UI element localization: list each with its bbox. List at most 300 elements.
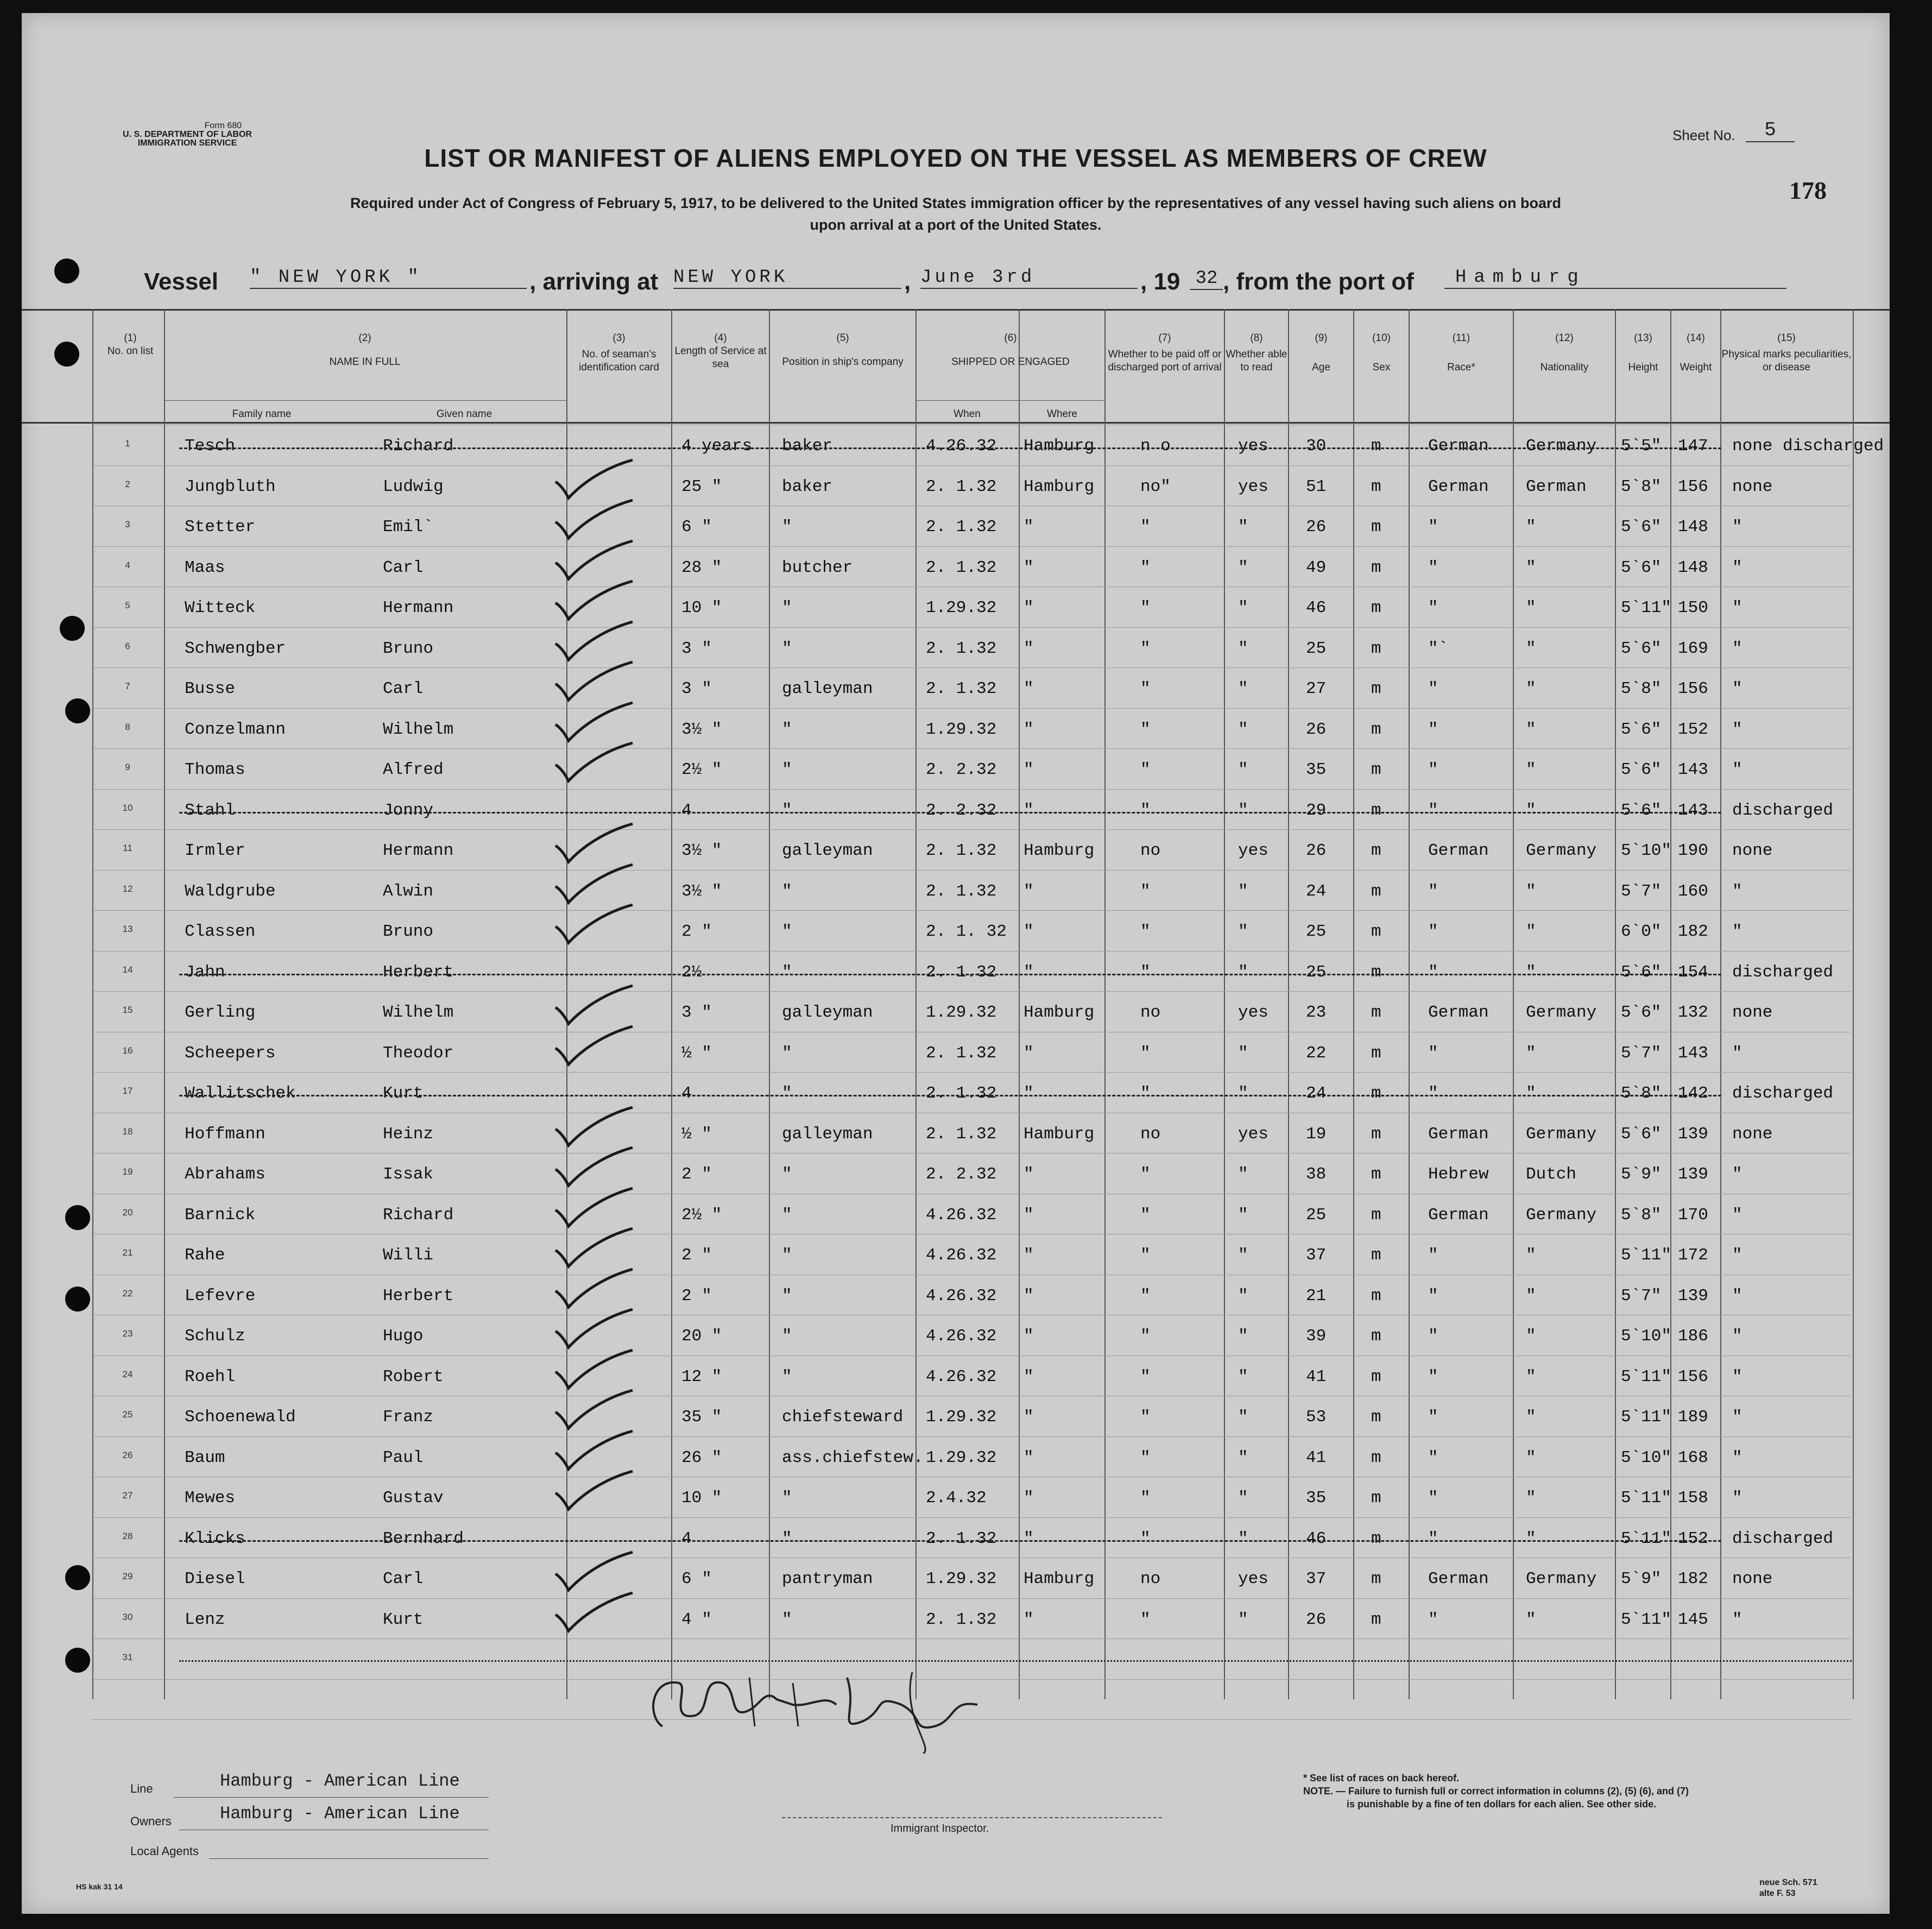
race: German bbox=[1428, 1205, 1489, 1225]
sex: m bbox=[1371, 1246, 1381, 1265]
weight: 172 bbox=[1678, 1246, 1708, 1265]
position: " bbox=[782, 1327, 792, 1346]
family-name: Witteck bbox=[185, 598, 256, 617]
race: " bbox=[1428, 1246, 1438, 1265]
height: 5`6" bbox=[1621, 800, 1662, 820]
able-to-read: " bbox=[1238, 1205, 1248, 1225]
service-length: 3½ " bbox=[681, 841, 722, 860]
weight: 158 bbox=[1678, 1489, 1708, 1508]
age: 22 bbox=[1306, 1043, 1327, 1063]
height: 5`8" bbox=[1621, 477, 1662, 496]
able-to-read: " bbox=[1238, 800, 1248, 820]
shipped-when: 2. 1.32 bbox=[926, 558, 997, 577]
nationality: Germany bbox=[1526, 1569, 1597, 1588]
service-length: 2½ " bbox=[681, 1205, 722, 1225]
row-number: 27 bbox=[122, 1490, 133, 1501]
shipped-where: " bbox=[1024, 881, 1034, 901]
position: baker bbox=[782, 437, 833, 456]
nationality: " bbox=[1526, 720, 1536, 739]
physical-marks: " bbox=[1732, 558, 1742, 577]
weight: 182 bbox=[1678, 922, 1708, 941]
given-name: Gustav bbox=[383, 1489, 444, 1508]
nationality: " bbox=[1526, 1286, 1536, 1306]
race: " bbox=[1428, 1367, 1438, 1386]
col-shipped: SHIPPED OR ENGAGED bbox=[951, 356, 1070, 368]
paid-off: " bbox=[1140, 922, 1151, 941]
family-name: Schoenewald bbox=[185, 1408, 296, 1427]
nationality: " bbox=[1526, 1246, 1536, 1265]
shipped-where: Hamburg bbox=[1024, 1003, 1095, 1022]
family-name: Schulz bbox=[185, 1327, 245, 1346]
paid-off: no" bbox=[1140, 477, 1171, 496]
checkmark-icon bbox=[551, 899, 643, 948]
sex: m bbox=[1371, 881, 1381, 901]
col11-number: (11) bbox=[1452, 332, 1470, 344]
row-number: 2 bbox=[125, 478, 130, 489]
age: 35 bbox=[1306, 1489, 1327, 1508]
position: " bbox=[782, 598, 792, 617]
arrival-port: NEW YORK bbox=[673, 267, 901, 289]
shipped-where: " bbox=[1024, 962, 1034, 982]
physical-marks: " bbox=[1732, 1246, 1742, 1265]
paid-off: " bbox=[1140, 558, 1151, 577]
weight: 139 bbox=[1678, 1286, 1708, 1306]
nationality: " bbox=[1526, 639, 1536, 658]
given-name: Richard bbox=[383, 437, 454, 456]
nationality: " bbox=[1526, 922, 1536, 941]
manifest-sheet: Form 680 U. S. DEPARTMENT OF LABOR IMMIGRATION SERVICE Sheet No. 5 178 LIST OR MANIFEST OF ALIENS EMPLOYED ON THE VESSEL AS MEMBERS OF CREW Required under Act of Congress of February 5, 1917, to be delivered to the United States immigration officer by the representatives of any vessel having such aliens on board upon arrival at a port of the United States. Vessel " NEW YORK " , arriving at NEW YORK , June 3rd , 19 32 , from the port of Hamburg (1) No. on list (2) NAME IN FULL Family name Given name (3) No. of seaman's identification card (4) Length of Service at sea (5) Position in ship's company (6) SHIPPED OR ENGAGED When Where (7) Whether to be paid off or discharged port of arrival (8) Whether able to read (9) Age (10) Sex (11) Race* (12) Nationality (13) Height (14) Weight (15) Physical marks peculiarities, or disease 1 Tesch Richard 4 years baker 4.26.32 Hamburg n o yes 30 m German Germany 5`5" 147 none discharged 2 Jungbluth Ludwig 25 " baker 2. 1.32 Hamburg no" yes 51 m German German 5`8" 156 none 3 Stetter Emil` 6 " " 2. 1.32 " " " 26 m " " 5`6" 148 " 4 Maas Carl 28 " butcher 2. 1.32 " " " 49 m " " 5`6" 148 " 5 Witteck Hermann 10 " " 1.29.32 " " " 46 m " " 5`11" 150 " 6 Schwengber Bruno 3 " " 2. 1.32 " " " 25 m "` " 5`6" 169 " 7 Busse Carl 3 " galleyman 2. 1.32 " " " 27 m " " 5`8" 156 " 8 Conzelmann Wilhelm 3½ " " 1.29.32 " " " 26 m " " 5`6" 152 " 9 Thomas Alfred 2½ " " 2. 2.32 " " " 35 m " " 5`6" 143 " 10 Stahl Jonny 4 " 2. 2.32 " " " 29 m " " 5`6" 143 discharged 11 Irmler Hermann 3½ " galleyman 2. 1.32 Hamburg no yes 26 m German Germany 5`10" 190 none 12 Waldgrube Alwin 3½ " " 2. 1.32 " " " 24 m " " 5`7" 160 " 13 Classen Bruno 2 " " 2. 1. 32 " " " 25 m " " 6`0" 182 " 14 Jahn Herbert 2½ " 2. 1.32 " " " 25 m " " 5`6" 154 discharged 15 Gerling Wilhelm 3 " galleyman 1.29.32 Hamburg no yes 23 m German Germany 5`6" 132 none 16 Scheepers Theodor ½ " " 2. 1.32 " " " 22 m " " 5`7" 143 " 17 Wallitschek Kurt 4 " 2. 1.32 " " " 24 m " " 5`8" 142 discharged 18 Hoffmann Heinz ½ " galleyman 2. 1.32 Hamburg no yes 19 m German Germany 5`6" 139 none 19 Abrahams Issak 2 " " 2. 2.32 " " " 38 m Hebrew Dutch 5`9" 139 " 20 Barnick Richard 2½ " " 4.26.32 " " " 25 m German Germany 5`8" 170 " 21 Rahe Willi 2 " " 4.26.32 " " " 37 m " " 5`11" 172 " 22 Lefevre Herbert 2 " " 4.26.32 " " " 21 m " " 5`7" 139 " 23 Schulz Hugo 20 " " 4.26.32 " " " 39 m " " 5`10" 186 " 24 Roehl Robert 12 " " 4.26.32 " " " 41 m " " 5`11" 156 " 25 Schoenewald Franz 35 " chiefsteward 1.29.32 " " " 53 m " " 5`11" 189 " 26 Baum Paul 26 " ass.chiefstew. 1.29.32 " " " 41 m " " 5`10" 168 " 27 Mewes Gustav 10 " " 2.4.32 " " " 35 m " " 5`11" 158 " 28 Klicks Bernhard 4 " 2. 1.32 " " " 46 m " " 5`11" 152 discharged 29 Diesel Carl 6 " pantryman 1.29.32 Hamburg no yes 37 m German Germany 5`9" 182 none 30 Lenz Kurt 4 " " 2. 1.32 " " " 26 m " " 5`11" 145 " 31 Line Hamburg - American Line Owners Hamburg - American Line Local Agents Immigrant Inspector. * See list of races on back hereof. NOTE. — Failure to furnish full or correct information in columns (2), (5) (6), and (7) is punishable by a fine of ten dollars for each alien. See other side. neue Sch. 571 alte F. 53 HS kak 31 14 bbox=[22, 13, 1890, 1914]
shipped-where: " bbox=[1024, 1084, 1034, 1103]
family-name: Lenz bbox=[185, 1610, 225, 1629]
race: German bbox=[1428, 1124, 1489, 1144]
sex: m bbox=[1371, 962, 1381, 982]
paid-off: " bbox=[1140, 1043, 1151, 1063]
sex: m bbox=[1371, 1124, 1381, 1144]
height: 5`6" bbox=[1621, 1124, 1662, 1144]
service-length: 6 " bbox=[681, 1569, 712, 1588]
checkmark-icon bbox=[551, 737, 643, 786]
age: 25 bbox=[1306, 639, 1327, 658]
weight: 189 bbox=[1678, 1408, 1708, 1427]
race: " bbox=[1428, 518, 1438, 537]
row-number: 3 bbox=[125, 519, 130, 529]
physical-marks: " bbox=[1732, 518, 1742, 537]
paid-off: no bbox=[1140, 841, 1161, 860]
sex: m bbox=[1371, 1165, 1381, 1184]
sex: m bbox=[1371, 558, 1381, 577]
col-weight: Weight bbox=[1680, 362, 1712, 373]
age: 46 bbox=[1306, 598, 1327, 617]
height: 5`11" bbox=[1621, 1529, 1672, 1548]
row-number: 15 bbox=[122, 1005, 133, 1015]
age: 49 bbox=[1306, 558, 1327, 577]
shipped-where: " bbox=[1024, 1448, 1034, 1467]
race: German bbox=[1428, 1569, 1489, 1588]
row-number: 20 bbox=[122, 1207, 133, 1218]
sex: m bbox=[1371, 1448, 1381, 1467]
race: German bbox=[1428, 841, 1489, 860]
able-to-read: " bbox=[1238, 1408, 1248, 1427]
vessel-name: " NEW YORK " bbox=[250, 267, 527, 289]
height: 5`7" bbox=[1621, 881, 1662, 901]
service-length: 2 " bbox=[681, 1286, 712, 1306]
physical-marks: " bbox=[1732, 1205, 1742, 1225]
able-to-read: " bbox=[1238, 1367, 1248, 1386]
shipped-when: 1.29.32 bbox=[926, 1003, 997, 1022]
strikethrough-line bbox=[179, 974, 1721, 975]
service-name: IMMIGRATION SERVICE bbox=[137, 138, 237, 148]
position: galleyman bbox=[782, 1124, 873, 1144]
weight: 160 bbox=[1678, 881, 1708, 901]
printer-mark: HS kak 31 14 bbox=[76, 1882, 123, 1891]
sex: m bbox=[1371, 1610, 1381, 1629]
nationality: " bbox=[1526, 881, 1536, 901]
row-number: 5 bbox=[125, 600, 130, 610]
family-name: Waldgrube bbox=[185, 881, 276, 901]
row-number: 25 bbox=[122, 1409, 133, 1420]
col-id-card: No. of seaman's identification card bbox=[579, 349, 659, 373]
inspector-label: Immigrant Inspector. bbox=[891, 1823, 989, 1835]
physical-marks: " bbox=[1732, 679, 1742, 698]
able-to-read: " bbox=[1238, 1043, 1248, 1063]
family-name: Conzelmann bbox=[185, 720, 286, 739]
weight: 190 bbox=[1678, 841, 1708, 860]
position: " bbox=[782, 720, 792, 739]
paid-off: " bbox=[1140, 1165, 1151, 1184]
able-to-read: " bbox=[1238, 922, 1248, 941]
weight: 148 bbox=[1678, 558, 1708, 577]
row-number: 19 bbox=[122, 1167, 133, 1177]
row-number: 13 bbox=[122, 924, 133, 934]
shipped-when: 2. 1.32 bbox=[926, 962, 997, 982]
race: " bbox=[1428, 679, 1438, 698]
nationality: Germany bbox=[1526, 841, 1597, 860]
service-length: 2½ " bbox=[681, 760, 722, 779]
given-name: Bernhard bbox=[383, 1529, 464, 1548]
given-name: Herbert bbox=[383, 962, 454, 982]
given-name: Wilhelm bbox=[383, 720, 454, 739]
col-nationality: Nationality bbox=[1540, 362, 1589, 373]
col4-number: (4) bbox=[714, 332, 727, 344]
col-given-name: Given name bbox=[436, 408, 493, 420]
position: " bbox=[782, 1367, 792, 1386]
shipped-when: 2. 1.32 bbox=[926, 1529, 997, 1548]
shipped-when: 1.29.32 bbox=[926, 720, 997, 739]
given-name: Willi bbox=[383, 1246, 434, 1265]
paid-off: " bbox=[1140, 720, 1151, 739]
height: 5`7" bbox=[1621, 1043, 1662, 1063]
height: 5`5" bbox=[1621, 437, 1662, 456]
col3-number: (3) bbox=[613, 332, 626, 344]
shipped-when: 2. 1.32 bbox=[926, 881, 997, 901]
able-to-read: " bbox=[1238, 1286, 1248, 1306]
height: 5`11" bbox=[1621, 598, 1672, 617]
service-length: 4 " bbox=[681, 1610, 712, 1629]
sex: m bbox=[1371, 1043, 1381, 1063]
col-when: When bbox=[954, 408, 981, 420]
sex: m bbox=[1371, 639, 1381, 658]
nationality: " bbox=[1526, 518, 1536, 537]
paid-off: " bbox=[1140, 1610, 1151, 1629]
service-length: 4 years bbox=[681, 437, 753, 456]
arriving-label: , arriving at bbox=[529, 268, 659, 295]
local-agents-label: Local Agents bbox=[130, 1844, 199, 1858]
race: " bbox=[1428, 922, 1438, 941]
family-name: Busse bbox=[185, 679, 236, 698]
physical-marks: " bbox=[1732, 720, 1742, 739]
position: ass.chiefstew. bbox=[782, 1448, 924, 1467]
service-length: 2½ bbox=[681, 962, 702, 982]
position: galleyman bbox=[782, 1003, 873, 1022]
races-note: * See list of races on back hereof. bbox=[1303, 1773, 1460, 1783]
physical-marks: " bbox=[1732, 1448, 1742, 1467]
age: 23 bbox=[1306, 1003, 1327, 1022]
position: " bbox=[782, 1165, 792, 1184]
weight: 168 bbox=[1678, 1448, 1708, 1467]
height: 5`6" bbox=[1621, 639, 1662, 658]
given-name: Robert bbox=[383, 1367, 444, 1386]
col1-number: (1) bbox=[124, 332, 137, 344]
service-length: 10 " bbox=[681, 1489, 722, 1508]
able-to-read: " bbox=[1238, 760, 1248, 779]
paid-off: " bbox=[1140, 1327, 1151, 1346]
shipped-where: " bbox=[1024, 800, 1034, 820]
physical-marks: none bbox=[1732, 1124, 1773, 1144]
page-number: 178 bbox=[1789, 176, 1827, 204]
row-number: 12 bbox=[122, 883, 133, 894]
race: " bbox=[1428, 1489, 1438, 1508]
nationality: " bbox=[1526, 679, 1536, 698]
sex: m bbox=[1371, 800, 1381, 820]
shipped-where: " bbox=[1024, 1489, 1034, 1508]
row-number: 28 bbox=[122, 1530, 133, 1541]
height: 5`10" bbox=[1621, 1448, 1672, 1467]
paid-off: " bbox=[1140, 639, 1151, 658]
paid-off: " bbox=[1140, 962, 1151, 982]
shipped-when: 1.29.32 bbox=[926, 1569, 997, 1588]
position: galleyman bbox=[782, 841, 873, 860]
service-length: 3 " bbox=[681, 1003, 712, 1022]
weight: 139 bbox=[1678, 1124, 1708, 1144]
nationality: " bbox=[1526, 598, 1536, 617]
position: pantryman bbox=[782, 1569, 873, 1588]
shipped-when: 2. 1.32 bbox=[926, 1124, 997, 1144]
race: " bbox=[1428, 558, 1438, 577]
able-to-read: " bbox=[1238, 1327, 1248, 1346]
age: 38 bbox=[1306, 1165, 1327, 1184]
position: " bbox=[782, 1205, 792, 1225]
position: " bbox=[782, 1610, 792, 1629]
sex: m bbox=[1371, 1286, 1381, 1306]
family-name: Hoffmann bbox=[185, 1124, 266, 1144]
physical-marks: " bbox=[1732, 1043, 1742, 1063]
sex: m bbox=[1371, 922, 1381, 941]
age: 26 bbox=[1306, 720, 1327, 739]
paid-off: n o bbox=[1140, 437, 1171, 456]
shipped-where: " bbox=[1024, 1286, 1034, 1306]
col-position: Position in ship's company bbox=[782, 356, 904, 368]
physical-marks: " bbox=[1732, 1367, 1742, 1386]
shipped-when: 2. 1.32 bbox=[926, 1043, 997, 1063]
weight: 182 bbox=[1678, 1569, 1708, 1588]
family-name: Maas bbox=[185, 558, 225, 577]
paid-off: " bbox=[1140, 1408, 1151, 1427]
col-service-length: Length of Service at sea bbox=[674, 345, 767, 370]
strikethrough-line bbox=[179, 812, 1721, 814]
physical-marks: " bbox=[1732, 598, 1742, 617]
height: 5`6" bbox=[1621, 558, 1662, 577]
height: 5`8" bbox=[1621, 1205, 1662, 1225]
paid-off: " bbox=[1140, 1367, 1151, 1386]
given-name: Wilhelm bbox=[383, 1003, 454, 1022]
race: German bbox=[1428, 437, 1489, 456]
height: 5`11" bbox=[1621, 1610, 1672, 1629]
col-height: Height bbox=[1628, 362, 1658, 373]
position: " bbox=[782, 639, 792, 658]
physical-marks: discharged bbox=[1732, 1529, 1834, 1548]
given-name: Bruno bbox=[383, 922, 434, 941]
paid-off: " bbox=[1140, 1489, 1151, 1508]
col15-number: (15) bbox=[1777, 332, 1796, 344]
col12-number: (12) bbox=[1555, 332, 1574, 344]
year-suffix: 32 bbox=[1190, 268, 1223, 290]
col8-number: (8) bbox=[1250, 332, 1263, 344]
nationality: " bbox=[1526, 800, 1536, 820]
nationality: " bbox=[1526, 1327, 1536, 1346]
paid-off: " bbox=[1140, 1084, 1151, 1103]
family-name: Jahn bbox=[185, 962, 225, 982]
row-number: 4 bbox=[125, 559, 130, 570]
able-to-read: " bbox=[1238, 558, 1248, 577]
given-name: Carl bbox=[383, 558, 424, 577]
paid-off: " bbox=[1140, 1448, 1151, 1467]
arrival-date: June 3rd bbox=[920, 267, 1138, 289]
shipped-where: " bbox=[1024, 518, 1034, 537]
shipped-when: 4.26.32 bbox=[926, 1327, 997, 1346]
height: 5`10" bbox=[1621, 1327, 1672, 1346]
age: 39 bbox=[1306, 1327, 1327, 1346]
shipped-where: " bbox=[1024, 558, 1034, 577]
shipped-where: " bbox=[1024, 1327, 1034, 1346]
height: 5`6" bbox=[1621, 518, 1662, 537]
shipped-when: 4.26.32 bbox=[926, 1246, 997, 1265]
strikethrough-line bbox=[179, 1540, 1721, 1542]
page-title: LIST OR MANIFEST OF ALIENS EMPLOYED ON THE VESSEL AS MEMBERS OF CREW bbox=[424, 144, 1487, 172]
weight: 169 bbox=[1678, 639, 1708, 658]
shipped-where: " bbox=[1024, 1205, 1034, 1225]
sex: m bbox=[1371, 1529, 1381, 1548]
weight: 150 bbox=[1678, 598, 1708, 617]
family-name: Diesel bbox=[185, 1569, 245, 1588]
family-name: Rahe bbox=[185, 1246, 225, 1265]
col7-number: (7) bbox=[1158, 332, 1171, 344]
family-name: Baum bbox=[185, 1448, 225, 1467]
service-length: 26 " bbox=[681, 1448, 722, 1467]
row-number: 23 bbox=[122, 1328, 133, 1339]
family-name: Jungbluth bbox=[185, 477, 276, 496]
departure-port: Hamburg bbox=[1444, 267, 1786, 289]
shipped-when: 2. 1.32 bbox=[926, 679, 997, 698]
shipped-where: " bbox=[1024, 922, 1034, 941]
family-name: Stetter bbox=[185, 518, 256, 537]
row-number: 1 bbox=[125, 438, 130, 449]
weight: 154 bbox=[1678, 962, 1708, 982]
able-to-read: " bbox=[1238, 518, 1248, 537]
race: " bbox=[1428, 1043, 1438, 1063]
family-name: Barnick bbox=[185, 1205, 256, 1225]
row-number: 18 bbox=[122, 1126, 133, 1137]
family-name: Wallitschek bbox=[185, 1084, 296, 1103]
position: " bbox=[782, 1246, 792, 1265]
weight: 143 bbox=[1678, 760, 1708, 779]
given-name: Alwin bbox=[383, 881, 434, 901]
sex: m bbox=[1371, 1489, 1381, 1508]
sex: m bbox=[1371, 760, 1381, 779]
shipped-when: 2. 2.32 bbox=[926, 800, 997, 820]
shipped-when: 4.26.32 bbox=[926, 1367, 997, 1386]
given-name: Heinz bbox=[383, 1124, 434, 1144]
col10-number: (10) bbox=[1372, 332, 1391, 344]
age: 37 bbox=[1306, 1246, 1327, 1265]
sex: m bbox=[1371, 1569, 1381, 1588]
signature-scrawl bbox=[630, 1645, 1010, 1754]
family-name: Irmler bbox=[185, 841, 245, 860]
col-no-on-list: No. on list bbox=[107, 345, 154, 357]
height: 5`8" bbox=[1621, 679, 1662, 698]
nationality: Germany bbox=[1526, 1003, 1597, 1022]
able-to-read: yes bbox=[1238, 1003, 1268, 1022]
shipped-when: 4.26.32 bbox=[926, 1205, 997, 1225]
paid-off: no bbox=[1140, 1124, 1161, 1144]
physical-marks: " bbox=[1732, 1165, 1742, 1184]
age: 29 bbox=[1306, 800, 1327, 820]
shipped-where: " bbox=[1024, 1610, 1034, 1629]
shipped-where: " bbox=[1024, 639, 1034, 658]
physical-marks: " bbox=[1732, 1286, 1742, 1306]
service-length: 20 " bbox=[681, 1327, 722, 1346]
able-to-read: yes bbox=[1238, 437, 1268, 456]
position: " bbox=[782, 760, 792, 779]
sex: m bbox=[1371, 477, 1381, 496]
family-name: Classen bbox=[185, 922, 256, 941]
sex: m bbox=[1371, 1084, 1381, 1103]
nationality: " bbox=[1526, 1448, 1536, 1467]
service-length: 35 " bbox=[681, 1408, 722, 1427]
col-sex: Sex bbox=[1372, 362, 1391, 373]
service-length: 3 " bbox=[681, 679, 712, 698]
physical-marks: " bbox=[1732, 1327, 1742, 1346]
vessel-label: Vessel bbox=[144, 268, 219, 295]
schedule-old: alte F. 53 bbox=[1759, 1889, 1796, 1898]
weight: 139 bbox=[1678, 1165, 1708, 1184]
position: galleyman bbox=[782, 679, 873, 698]
col9-number: (9) bbox=[1315, 332, 1328, 344]
shipped-when: 2. 1.32 bbox=[926, 1084, 997, 1103]
shipped-when: 4.26.32 bbox=[926, 1286, 997, 1306]
shipped-where: " bbox=[1024, 1165, 1034, 1184]
physical-marks: none bbox=[1732, 1003, 1773, 1022]
col6-number: (6) bbox=[1004, 332, 1017, 344]
shipped-where: " bbox=[1024, 1043, 1034, 1063]
shipped-when: 2. 1.32 bbox=[926, 639, 997, 658]
service-length: 25 " bbox=[681, 477, 722, 496]
nationality: Germany bbox=[1526, 437, 1597, 456]
shipped-where: " bbox=[1024, 760, 1034, 779]
race: " bbox=[1428, 1286, 1438, 1306]
given-name: Hugo bbox=[383, 1327, 424, 1346]
race: " bbox=[1428, 1610, 1438, 1629]
able-to-read: " bbox=[1238, 1084, 1248, 1103]
